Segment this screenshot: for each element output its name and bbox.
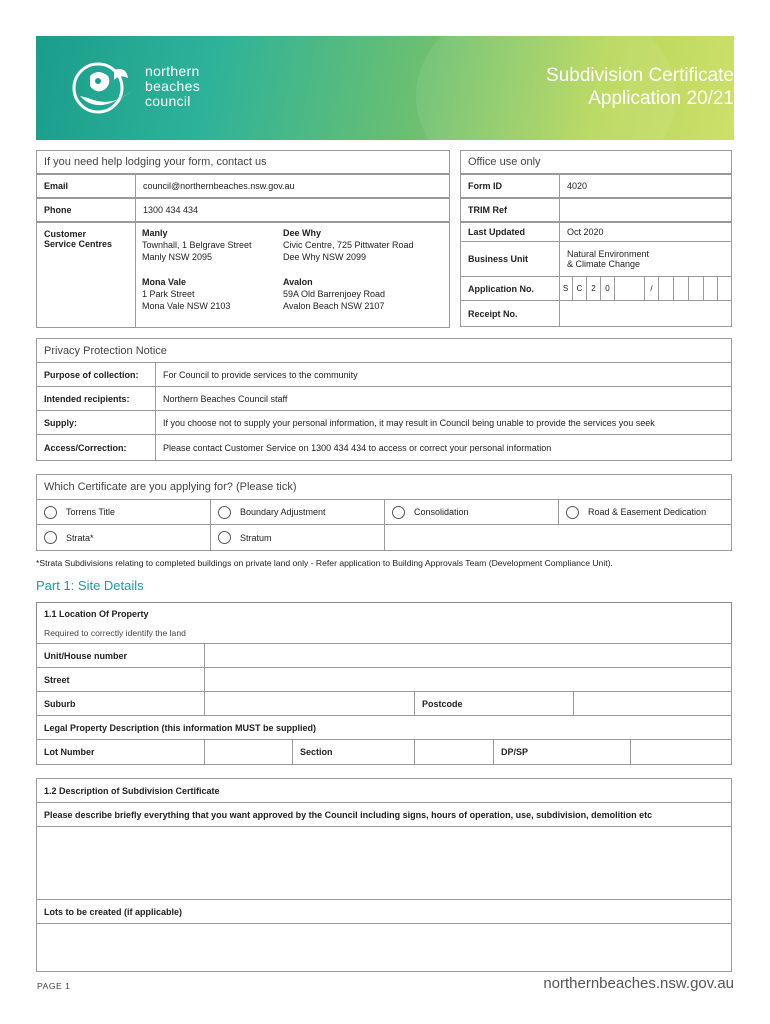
unit-input[interactable]	[204, 643, 732, 668]
brand-line: beaches	[145, 78, 201, 94]
document-title	[434, 64, 734, 110]
centre-address: Dee Why NSW 2099	[283, 252, 367, 262]
business-unit-line: Natural Environment	[567, 249, 650, 259]
trim-label: TRIM Ref	[460, 198, 560, 222]
privacy-label: Intended recipients:	[36, 386, 156, 411]
app-char	[615, 276, 645, 300]
centre-address: Townhall, 1 Belgrave Street	[142, 240, 252, 250]
describe-textarea[interactable]	[36, 826, 732, 900]
street-input[interactable]	[204, 667, 732, 692]
option-label: Torrens Title	[66, 507, 116, 517]
centre-manly	[142, 227, 252, 263]
privacy-value: If you choose not to supply your personal information, it may result in Council being unable to provide the services you seek	[155, 410, 732, 435]
app-char: /	[645, 276, 659, 300]
radio-icon[interactable]	[44, 531, 57, 544]
postcode-label: Postcode	[414, 691, 574, 716]
radio-icon[interactable]	[566, 506, 579, 519]
privacy-label: Supply:	[36, 410, 156, 435]
business-unit-line: & Climate Change	[567, 259, 641, 269]
council-logo-icon	[68, 58, 140, 120]
phone-label: Phone	[36, 198, 136, 222]
privacy-label: Purpose of collection:	[36, 362, 156, 387]
contact-heading: If you need help lodging your form, contact us	[36, 150, 450, 174]
centre-address: Civic Centre, 725 Pittwater Road	[283, 240, 414, 250]
option-label: Consolidation	[414, 507, 469, 517]
privacy-label: Access/Correction:	[36, 434, 156, 461]
dpsp-label: DP/SP	[493, 739, 631, 765]
app-char	[674, 276, 689, 300]
dpsp-input[interactable]	[630, 739, 732, 765]
email-value[interactable]: council@northernbeaches.nsw.gov.au	[135, 174, 450, 198]
option-label: Road & Easement Dedication	[588, 507, 707, 517]
phone-value: 1300 434 434	[135, 198, 450, 222]
app-char: 0	[601, 276, 615, 300]
empty-cell	[384, 524, 732, 551]
centre-name: Avalon	[283, 277, 313, 287]
office-heading: Office use only	[460, 150, 732, 174]
option-label: Stratum	[240, 532, 272, 543]
page-number: PAGE 1	[37, 981, 71, 991]
section-1-1-heading: 1.1 Location Of Property	[44, 609, 149, 619]
app-char: C	[573, 276, 587, 300]
app-char: 2	[587, 276, 601, 300]
section-input[interactable]	[414, 739, 494, 765]
lot-input[interactable]	[204, 739, 293, 765]
centre-monavale	[142, 276, 230, 312]
option-boundary-adjustment[interactable]	[210, 499, 385, 525]
receipt-field[interactable]	[559, 300, 732, 327]
strata-footnote: *Strata Subdivisions relating to completed buildings on private land only - Refer application to Building Approvals Team (Development Compliance Unit).	[36, 558, 613, 568]
describe-label: Please describe briefly everything that you want approved by the Council including signs, hours of operation, use, subdivision, demolition etc	[36, 802, 732, 827]
centre-name: Manly	[142, 228, 168, 238]
centres-label-line: Customer	[44, 229, 87, 239]
option-strata[interactable]	[36, 524, 211, 551]
legal-description-label: Legal Property Description (this information MUST be supplied)	[36, 715, 732, 740]
centre-address: Manly NSW 2095	[142, 252, 213, 262]
privacy-value: Please contact Customer Service on 1300 434 434 to access or correct your personal information	[155, 434, 732, 461]
title-line: Subdivision Certificate	[546, 65, 734, 86]
centre-avalon	[283, 276, 385, 312]
brand-line: council	[145, 93, 191, 109]
radio-icon[interactable]	[218, 506, 231, 519]
form-id-label: Form ID	[460, 174, 560, 198]
app-char	[704, 276, 718, 300]
suburb-input[interactable]	[204, 691, 415, 716]
centres-label-line: Service Centres	[44, 239, 113, 249]
postcode-input[interactable]	[573, 691, 732, 716]
app-char	[659, 276, 674, 300]
centre-address: 1 Park Street	[142, 289, 195, 299]
radio-icon[interactable]	[218, 531, 231, 544]
last-updated-label: Last Updated	[460, 222, 560, 242]
application-no-label: Application No.	[460, 276, 560, 301]
section-1-2-heading: 1.2 Description of Subdivision Certificate	[36, 778, 732, 803]
centre-address: Avalon Beach NSW 2107	[283, 301, 385, 311]
footer-url[interactable]: northernbeaches.nsw.gov.au	[543, 975, 734, 992]
option-torrens-title[interactable]	[36, 499, 211, 525]
radio-icon[interactable]	[392, 506, 405, 519]
centre-name: Mona Vale	[142, 277, 187, 287]
part1-title: Part 1: Site Details	[36, 578, 144, 593]
centre-address: 59A Old Barrenjoey Road	[283, 289, 386, 299]
brand-name	[145, 64, 200, 109]
email-label: Email	[36, 174, 136, 198]
app-char: S	[559, 276, 573, 300]
centre-name: Dee Why	[283, 228, 322, 238]
business-unit-label: Business Unit	[460, 241, 560, 277]
trim-field[interactable]	[559, 198, 732, 222]
option-label: Strata*	[66, 532, 94, 543]
receipt-label: Receipt No.	[460, 300, 560, 327]
option-road-easement[interactable]	[558, 499, 732, 525]
privacy-value: For Council to provide services to the community	[155, 362, 732, 387]
section-label: Section	[292, 739, 415, 765]
certificate-heading: Which Certificate are you applying for? (Please tick)	[36, 474, 732, 500]
app-char	[689, 276, 704, 300]
last-updated-value: Oct 2020	[559, 222, 732, 242]
unit-label: Unit/House number	[36, 643, 205, 668]
option-stratum[interactable]	[210, 524, 385, 551]
business-unit-value	[559, 241, 732, 277]
section-1-1-sub: Required to correctly identify the land	[44, 628, 186, 638]
title-line: Application 20/21	[588, 88, 734, 109]
centres-label	[36, 222, 136, 328]
radio-icon[interactable]	[44, 506, 57, 519]
centre-deewhy	[283, 227, 414, 263]
privacy-heading: Privacy Protection Notice	[36, 338, 732, 363]
brand-line: northern	[145, 63, 200, 79]
centre-address: Mona Vale NSW 2103	[142, 301, 231, 311]
suburb-label: Suburb	[36, 691, 205, 716]
privacy-value: Northern Beaches Council staff	[155, 386, 732, 411]
form-id-value: 4020	[559, 174, 732, 198]
lot-label: Lot Number	[36, 739, 205, 765]
option-consolidation[interactable]	[384, 499, 559, 525]
lots-label: Lots to be created (if applicable)	[36, 899, 732, 924]
street-label: Street	[36, 667, 732, 692]
option-label: Boundary Adjustment	[240, 507, 326, 517]
lots-textarea[interactable]	[36, 923, 732, 972]
